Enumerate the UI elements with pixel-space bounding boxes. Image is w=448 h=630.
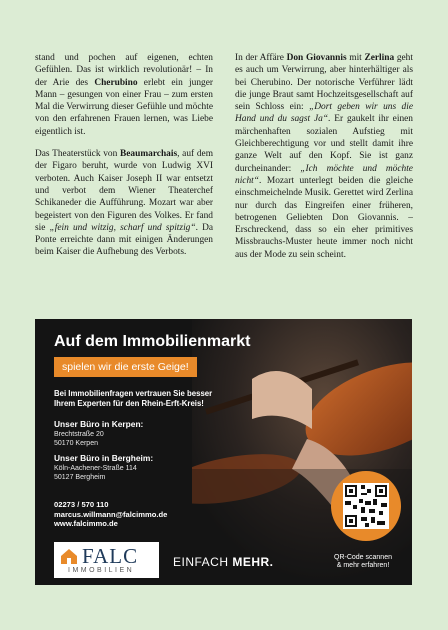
office-heading: Unser Büro in Kerpen: [54,419,144,429]
name-don-giovanni: Don Giovannis [286,53,347,63]
text-span: stand und pochen auf eigenen, echten Gefühlen. Das ist wirklich revolutionär! – In der Arie des [35,53,213,88]
email-link[interactable]: marcus.willmann@falcimmo.de [54,509,168,519]
paragraph-don-giovanni [235,52,413,261]
qr-caption [317,554,409,571]
website-link[interactable]: www.falcimmo.de [54,519,118,529]
paragraph-beaumarchais [35,148,213,259]
text-span: In der Affäre [235,53,287,63]
ad-contact [54,500,167,529]
paragraph-cherubino [35,52,213,138]
falc-advertisement[interactable] [35,319,412,585]
text-span: , auf dem der Figaro beruht, wurde von Ludwig XVI verboten. Auch Kaiser Joseph II war entsetzt und verbot dem Wiener Theaterchef Schikaneder die Aufführung. Mozart war aber begeistert von den Figuren des Volkes. Er fand sie [35,149,213,233]
right-text-column [235,52,413,271]
ad-intro-line: Bei Immobilienfragen vertrauen Sie besser [54,389,213,398]
office-city: 50170 Kerpen [54,440,98,448]
text-span: Das Theaterstück von [35,149,120,160]
left-text-column [35,52,213,269]
office-bergheim [54,454,153,483]
phone-number[interactable]: 02273 / 570 110 [54,500,109,509]
name-zerlina: Zerlina [364,53,395,63]
text-span: mit [346,53,365,63]
office-street: Köln-Aachener-Straße 114 [54,464,137,472]
name-beaumarchais: Beaumarchais [120,149,178,160]
ad-slogan [173,555,274,569]
ad-intro-line: Ihrem Experten für den Rhein-Erft-Kreis! [54,398,204,408]
office-kerpen [54,420,143,449]
text-span: . Da Ponte erreichte dann mit einigen Änderungen beim Kaiser die Aufhebung des Verbots. [35,222,213,258]
quote: „fein und witzig, scharf und spitzig“ [49,222,196,233]
text-span: . Er gaukelt ihr einen märchenhaften sozialen Aufstieg mit Gleichberechtigung vor und stellt damit ihre ganze Welt auf den Kopf. Sie ist ganz durcheinander: [235,114,413,174]
violin-photo [192,319,412,585]
name-cherubino: Cherubino [94,77,138,88]
qr-code-icon[interactable] [343,483,389,529]
text-span: . Mozart unterlegt beiden die gleiche einschmeichelnde Musik. Gerettet wird Zerlina nur durch das Eingreifen einer früheren, betrogenen Geliebten Don Giovannis. – Erschreckend, dass so ein eher primitives Missbrauchs-Muster heute immer noch nicht aus der Mode zu sein scheint. [235,175,413,260]
text-span: erlebt ein junger Mann – gesungen von einer Frau – zum ersten Mal die Verwirrung dieser Gefühle und möchte von den erfahrenen Frauen lernen, was Liebe eigentlich ist. [35,77,214,137]
office-heading: Unser Büro in Bergheim: [54,453,154,463]
text-span: geht es auch um Verwirrung, aber hinterhältiger als bei Cherubino. Der notorische Verführer lädt die junge Braut samt Hochzeitsgesellschaft auf sein Schloss ein: [235,53,413,113]
logo-name: FALC [82,544,139,568]
ad-banner: spielen wir die erste Geige! [54,357,197,377]
office-street: Brechtstraße 20 [54,430,104,438]
quote: „Dort geben wir uns die Hand und du sagst Ja“ [235,102,414,125]
logo-subtitle: IMMOBILIEN [68,567,135,574]
ad-intro [54,389,212,408]
qr-caption-line: & mehr erfahren! [336,562,390,570]
qr-caption-line: QR-Code scannen [334,554,392,561]
slogan-light: EINFACH [173,555,233,569]
slogan-bold: MEHR. [232,555,274,569]
ad-headline: Auf dem Immobilienmarkt [54,333,251,350]
quote: „Ich möchte und möchte nicht“ [235,163,413,186]
office-city: 50127 Bergheim [54,474,106,482]
house-icon [60,547,78,565]
falc-logo [54,542,159,578]
